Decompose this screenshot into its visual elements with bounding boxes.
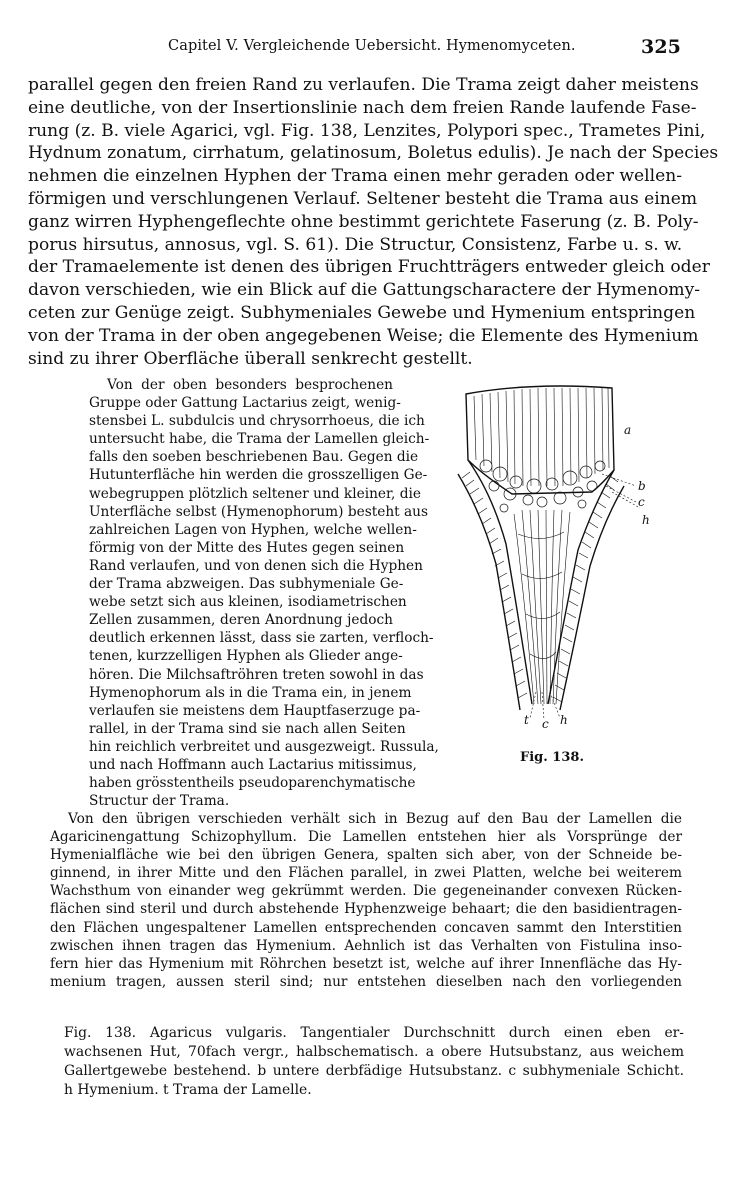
text-line: Von den übrigen verschieden verhält sich in Bezug auf den Bau der Lamellen die (68, 811, 682, 827)
text-line: hören. Die Milchsaftröhren treten sowohl in das (89, 666, 424, 683)
text-line: zahlreichen Lagen von Hyphen, welche wellen- (89, 521, 417, 538)
figure-letter-c: c (638, 495, 645, 509)
text-line: menium tragen, aussen steril sind; nur entstehen dieselben nach den vorliegenden (50, 973, 682, 990)
text-line: eine deutliche, von der Insertionslinie nach dem freien Rande laufende Fase- (28, 97, 697, 118)
caption-line: h Hymenium. t Trama der Lamelle. (64, 1082, 312, 1098)
text-line: Hutunterfläche hin werden die grosszelligen Ge- (89, 467, 428, 484)
text-line: Zellen zusammen, deren Anordnung jedoch (89, 612, 393, 629)
text-line: hin reichlich verbreitet und ausgezweigt. Russula, (89, 738, 439, 755)
text-line: Hymenialfläche wie bei den übrigen Genera, spalten sich aber, von der Schneide be- (50, 847, 682, 864)
figure-letter-h: h (642, 513, 650, 527)
text-line: zwischen ihnen tragen das Hymenium. Aehnlich ist das Verhalten von Fistulina inso- (50, 937, 682, 954)
text-line: untersucht habe, die Trama der Lamellen gleich- (89, 431, 430, 448)
text-line: parallel gegen den freien Rand zu verlaufen. Die Trama zeigt daher meistens (28, 75, 699, 95)
text-line: verlaufen sie meistens dem Hauptfaserzuge pa- (89, 702, 421, 719)
text-line: nehmen die einzelnen Hyphen der Trama einen mehr geraden oder wellen- (28, 166, 682, 187)
text-line: Rand verlaufen, und von denen sich die Hyphen (89, 557, 423, 574)
caption-line: Gallertgewebe bestehend. b untere derbfädige Hutsubstanz. c subhymeniale Schicht. (64, 1063, 684, 1079)
text-line: Gruppe oder Gattung Lactarius zeigt, wenig- (89, 395, 401, 412)
text-line: fern hier das Hymenium mit Röhrchen besetzt ist, welche auf ihrer Innenfläche das Hy- (50, 955, 682, 972)
text-line: Hymenophorum als in die Trama ein, in jenem (89, 684, 412, 701)
text-line: Von der oben besonders besprochenen (107, 377, 393, 393)
running-header (28, 36, 683, 58)
text-line: förmig von der Mitte des Hutes gegen seinen (89, 539, 405, 556)
text-line: von der Trama in der oben angegebenen Weise; die Elemente des Hymenium (28, 325, 699, 346)
text-line: Unterfläche selbst (Hymenophorum) besteht aus (89, 503, 428, 520)
text-line: haben grösstentheils pseudoparenchymatische (89, 775, 416, 792)
figure-caption (64, 1024, 684, 1100)
lamella-cross-section-figure (452, 374, 677, 730)
text-line: porus hirsutus, annosus, vgl. S. 61). Die Structur, Consistenz, Farbe u. s. w. (28, 234, 683, 255)
text-line: stensbei L. subdulcis und chrysorrhoeus, die ich (89, 413, 425, 430)
text-line: ganz wirren Hyphengeflechte ohne bestimmt gerichtete Faserung (z. B. Poly- (28, 211, 699, 232)
figure-letter-c-bottom: c (542, 717, 549, 730)
text-line: den Flächen ungespaltener Lamellen entsprechenden concaven sammt den Interstitien (50, 919, 682, 936)
text-line: falls den soeben beschriebenen Bau. Gegen die (89, 449, 419, 466)
main-paragraph (28, 74, 719, 370)
text-line: und nach Hoffmann auch Lactarius mitissimus, (89, 756, 417, 773)
running-title: Capitel V. Vergleichende Uebersicht. Hymenomyceten. (168, 38, 576, 54)
text-line: Agaricinengattung Schizophyllum. Die Lamellen entstehen hier als Vorsprünge der (50, 829, 682, 846)
figure-letter-h-bottom: h (560, 713, 568, 727)
text-line: ceten zur Genüge zeigt. Subhymeniales Gewebe und Hymenium entspringen (28, 302, 696, 323)
text-line: der Tramaelemente ist denen des übrigen Fruchtträgers entweder gleich oder (28, 257, 710, 278)
full-width-paragraph (50, 810, 682, 991)
text-line: rallel, in der Trama sind sie nach allen Seiten (89, 720, 406, 737)
text-line: Structur der Trama. (89, 793, 230, 810)
text-line: deutlich erkennen lässt, dass sie zarten, verfloch- (89, 630, 434, 647)
text-line: flächen sind steril und durch abstehende Hyphenzweige behaart; die den basidientragen- (50, 901, 682, 918)
text-line: tenen, kurzzelligen Hyphen als Glieder ange- (89, 648, 403, 665)
figure-label: Fig. 138. (520, 750, 584, 765)
text-line: förmigen und verschlungenen Verlauf. Seltener besteht die Trama aus einem (28, 188, 698, 209)
text-line: webe setzt sich aus kleinen, isodiametrischen (89, 594, 407, 611)
text-line: ginnend, in ihrer Mitte und den Flächen parallel, in zwei Platten, welche bei weiterem (50, 865, 682, 882)
figure-letter-b: b (638, 479, 646, 493)
small-print-paragraph (89, 376, 439, 810)
caption-line: wachsenen Hut, 70fach vergr., halbschematisch. a obere Hutsubstanz, aus weichem (64, 1044, 684, 1060)
page-number: 325 (641, 36, 681, 58)
text-line: davon verschieden, wie ein Blick auf die Gattungscharactere der Hymenomy- (28, 280, 701, 301)
text-line: webegruppen plötzlich seltener und kleiner, die (89, 485, 421, 502)
text-line: rung (z. B. viele Agarici, vgl. Fig. 138, Lenzites, Polypori spec., Trametes Pini, (28, 120, 706, 141)
text-line: der Trama abzweigen. Das subhymeniale Ge- (89, 576, 404, 593)
text-line: sind zu ihrer Oberfläche überall senkrecht gestellt. (28, 348, 473, 369)
text-line: Hydnum zonatum, cirrhatum, gelatinosum, Boletus edulis). Je nach der Species (28, 143, 719, 164)
text-line: Wachsthum von einander weg gekrümmt werden. Die gegeneinander convexen Rücken- (50, 883, 682, 900)
figure-letter-a: a (624, 423, 632, 437)
figure-letter-t: t (524, 713, 529, 727)
caption-line: Fig. 138. Agaricus vulgaris. Tangentialer Durchschnitt durch einen eben er- (64, 1025, 684, 1041)
